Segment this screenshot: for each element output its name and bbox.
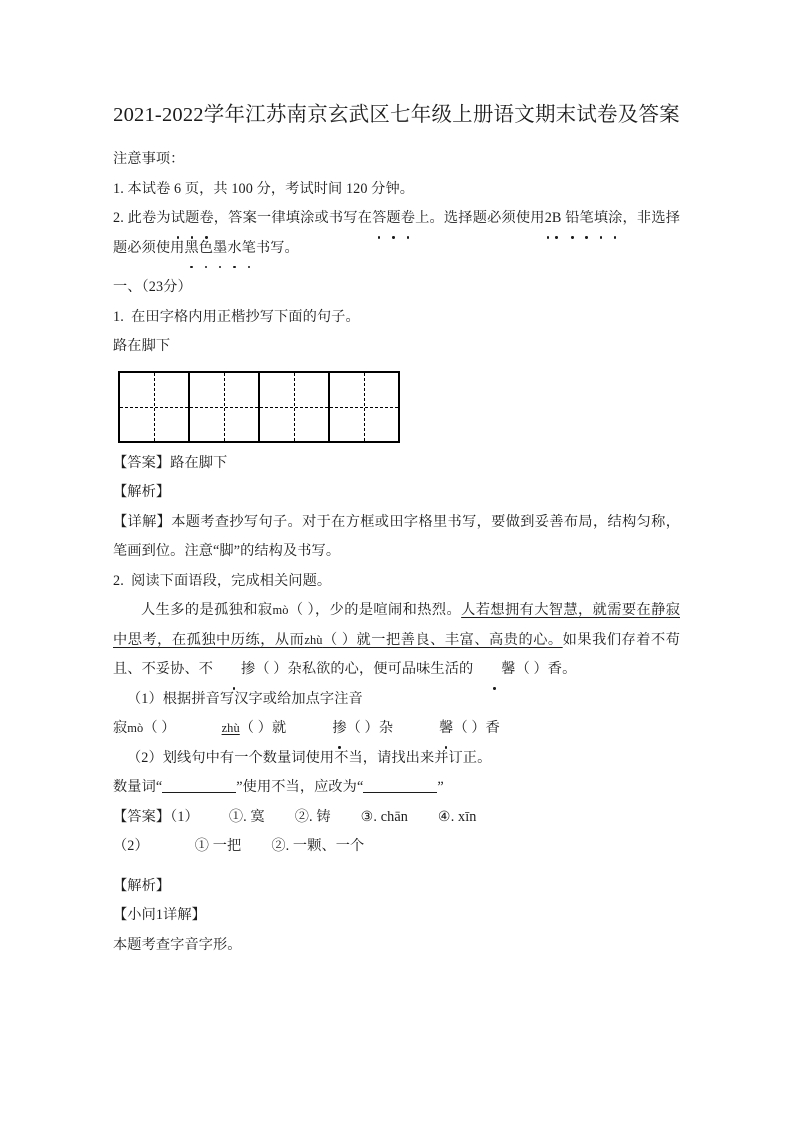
question-1-answer (113, 449, 680, 479)
question-2-analysis-label: 【解析】 (113, 877, 171, 894)
sub1-item-2-tail: 就 (272, 720, 287, 736)
question-1-analysis-label: 【解析】 (113, 484, 171, 500)
passage-pinyin-1: mò (272, 603, 289, 617)
tianzige-grid (118, 371, 400, 443)
answer-label: 【答案】 (113, 454, 171, 471)
tianzige-cell[interactable] (190, 373, 260, 441)
passage-part-5: （ ）香。 (515, 661, 577, 677)
passage-part-2: （ ），少的是喧闹和热烈。 (288, 602, 462, 618)
notice-2-emphasis-4: 黑色墨水笔 (184, 240, 255, 256)
passage-emphasis-xin: 馨 (473, 655, 515, 685)
sub1-item-1-pinyin: mò (127, 721, 144, 735)
tianzige-cell[interactable] (330, 373, 398, 441)
sub1-item-4-paren[interactable]: （ ） (453, 720, 486, 736)
passage-emphasis-chan: 掺 (213, 655, 255, 685)
sub1-item-3-paren[interactable]: （ ） (346, 720, 379, 736)
fill-blank-2[interactable] (363, 777, 437, 793)
notice-2-part-d: ，非选择题必须使用 (113, 210, 680, 256)
sub1-item-3-char: 掺 (332, 714, 346, 744)
passage-part-1: 人生多的是孤独和寂 (141, 602, 273, 618)
sub1-item-1-paren[interactable]: （ ） (143, 720, 176, 736)
notice-2-part-a: 2. 此卷为 (113, 210, 171, 226)
passage-part-3: 如果我们存着不苟且、不妥协、不 (113, 631, 680, 677)
question-2-sub-2-fill-row (113, 773, 680, 803)
sub2-text-c: ” (437, 779, 444, 795)
section-heading-1: 一、（23分） (113, 279, 192, 295)
answer-1-item-1-marker: ①. (228, 808, 247, 825)
answer-1-item-1-value: 寞 (250, 808, 265, 825)
answer-2-tag: （2） (113, 838, 149, 854)
question-2-sub-1-row (113, 714, 680, 744)
question-2-passage (113, 596, 680, 685)
sub2-text-b: ”使用不当，应改为“ (236, 779, 364, 795)
question-1-text: 在田字格内用正楷抄写下面的句子。 (131, 308, 360, 325)
page-title: 2021-2022学年江苏南京玄武区七年级上册语文期末试卷及答案 (113, 104, 680, 126)
passage-pinyin-2: zhù (304, 632, 323, 647)
answer-2-item-2-marker: ②. (271, 838, 290, 854)
sub1-item-4-tail: 香 (485, 720, 500, 736)
question-2-answer-row-1 (113, 803, 680, 833)
question-2-sub-detail-text: 本题考查字音字形。 (113, 936, 242, 953)
answer-1-item-2-value: 铸 (316, 808, 331, 825)
document-content (113, 95, 680, 960)
question-2-number: 2. (113, 572, 124, 589)
answer-1-item-3-value: chān (380, 808, 408, 825)
answer-2-item-2-value: 一颗、一个 (292, 838, 365, 854)
notice-item-2 (113, 204, 680, 263)
tianzige-grid-wrap (118, 371, 680, 443)
question-1-number: 1. (113, 308, 124, 325)
notice-2-part-b: ，答案一律填涂或书写在 (213, 210, 373, 226)
question-1-detail (113, 508, 680, 567)
sub1-item-4-char: 馨 (439, 714, 453, 744)
sub1-item-2-paren[interactable]: （ ） (239, 720, 273, 736)
answer-1-tag: （1） (170, 808, 199, 825)
answer-1-item-4-value: xīn (458, 808, 477, 825)
answer-1-item-3-marker: ③. (360, 808, 378, 825)
notice-2-emphasis-3: 2B 铅笔填涂 (545, 210, 623, 226)
answer-1-item-2-marker: ②. (294, 808, 313, 825)
sub1-item-1-char: 寂 (113, 720, 128, 736)
question-1-stem (113, 303, 680, 333)
notice-item-1: 1. 本试卷 6 页，共 100 分，考试时间 120 分钟。 (113, 180, 415, 197)
question-1-sentence: 路在脚下 (113, 338, 171, 354)
question-1-answer-text: 路在脚下 (170, 454, 228, 471)
answer-1-item-4-marker: ④. (437, 808, 455, 825)
passage-underlined-2: （ ）就一把善良、丰富、高贵的心。 (322, 631, 563, 648)
answer-label: 【答案】 (113, 808, 171, 825)
tianzige-cell[interactable] (120, 373, 190, 441)
passage-underlined-1: 人若想拥有大智慧，就需要在静寂中思考，在孤独中历练，从而 (113, 602, 680, 648)
notice-2-part-c: 上。选择题必须使用 (415, 210, 545, 226)
answer-2-item-1-value: 一把 (212, 838, 242, 854)
question-2-text: 阅读下面语段，完成相关问题。 (131, 572, 332, 589)
sub1-item-2-pinyin: zhù (221, 721, 240, 735)
tianzige-cell[interactable] (260, 373, 330, 441)
question-2-stem (113, 567, 680, 597)
sub2-text-a: 数量词“ (113, 779, 163, 795)
notice-heading: 注意事项： (113, 151, 185, 167)
question-2-sub-2-label: （2）划线句中有一个数量词使用不当，请找出来并订正。 (127, 749, 492, 766)
answer-2-item-1-marker: ① (194, 838, 210, 854)
detail-label: 【详解】 (113, 513, 172, 530)
question-2-sub-detail-label: 【小问1详解】 (113, 907, 206, 923)
notice-2-part-e: 书写。 (255, 239, 299, 256)
question-2-answer-row-2 (113, 832, 680, 862)
passage-part-4: （ ）杂私欲的心，便可品味生活的 (255, 661, 474, 677)
question-2-sub-1-label: （1）根据拼音写汉字或给加点字注音 (127, 690, 363, 707)
notice-2-emphasis-1: 试题卷 (171, 210, 214, 226)
sub1-item-3-tail: 杂 (378, 720, 394, 736)
question-1-detail-text: 本题考查抄写句子。对于在方框或田字格里书写，要做到妥善布局，结构匀称，笔画到位。注意“脚”的结构及书写。 (113, 513, 680, 559)
fill-blank-1[interactable] (162, 777, 236, 793)
notice-2-emphasis-2: 答题卷 (372, 210, 415, 226)
